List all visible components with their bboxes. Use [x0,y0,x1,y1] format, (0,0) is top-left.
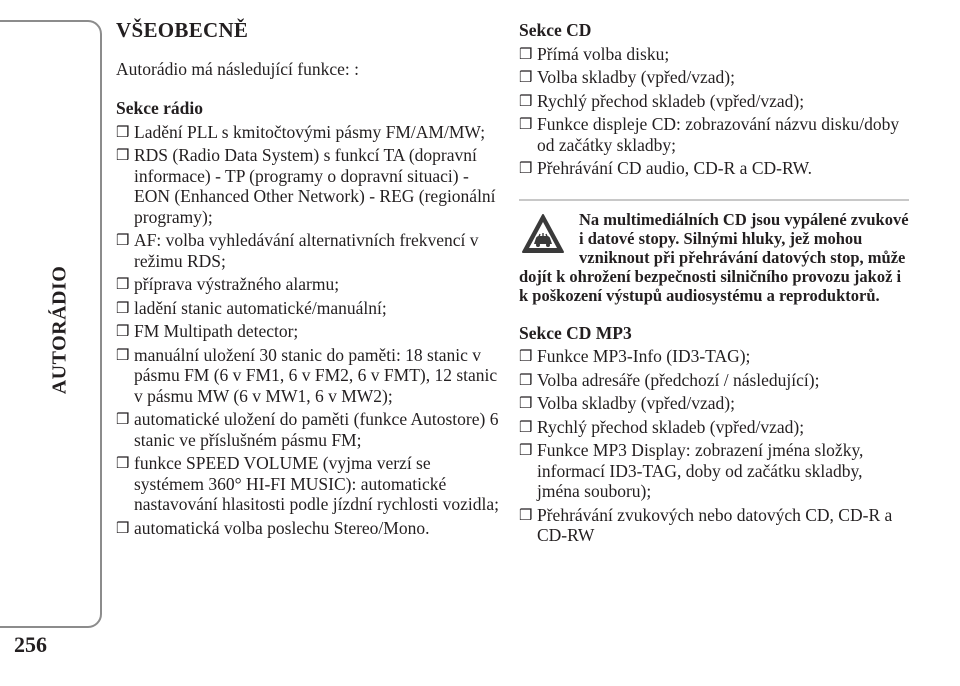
checkbox-bullet-icon: ❒ [116,277,130,293]
list-item [116,409,500,450]
list-item-text: automatické uložení do paměti (funkce Autostore) 6 stanic ve příslušném pásmu FM; [134,409,499,450]
list-item-text: funkce SPEED VOLUME (vyjma verzí se systémem 360° HI-FI MUSIC): automatické nastavování hlasitosti podle jízdní rychlosti vozidla; [134,453,500,514]
list-item-text: Volba adresáře (předchozí / následující); [537,369,820,390]
checkbox-bullet-icon: ❒ [116,233,130,249]
cd-section-heading: Sekce CD [519,20,592,40]
list-item-text: Funkce MP3-Info (ID3-TAG); [537,346,751,366]
list-item-text: Volba skladby (vpřed/vzad); [537,393,735,413]
list-item-text: AF: volba vyhledávání alternativních frekvencí v režimu RDS; [134,230,479,271]
mp3-list [519,346,909,546]
checkbox-bullet-icon: ❒ [116,456,130,472]
checkbox-bullet-icon: ❒ [116,412,130,428]
warning-triangle-car-icon [521,212,565,256]
list-item-text: Přehrávání CD audio, CD-R a CD-RW. [537,158,812,178]
list-item [116,274,500,295]
checkbox-bullet-icon: ❒ [116,347,130,364]
list-item [519,158,909,179]
list-item [519,346,909,367]
checkbox-bullet-icon: ❒ [519,93,533,110]
list-item-text: Rychlý přechod skladeb (vpřed/vzad); [537,416,805,437]
checkbox-bullet-icon: ❒ [519,70,533,86]
checkbox-bullet-icon: ❒ [519,507,533,524]
checkbox-bullet-icon: ❒ [519,117,533,133]
list-item [519,440,909,502]
list-item [116,518,500,539]
list-item-text: příprava výstražného alarmu; [134,274,340,294]
list-item [519,370,909,391]
checkbox-bullet-icon: ❒ [519,396,533,412]
list-item [116,298,500,319]
checkbox-bullet-icon: ❒ [519,161,533,177]
warning-text: Na multimediálních CD jsou vypálené zvukové i datové stopy. Silnými hluky, jež mohou vzniknout při přehrávání datových stop, může dojít k ohrožení bezpečnosti silničního provozu jakož i k poškození výstupů audiosystému a reproduktorů. [519,209,909,305]
list-item [116,453,500,515]
list-item-text: Rychlý přechod skladeb (vpřed/vzad); [537,90,805,111]
list-item [519,505,909,546]
list-item [519,67,909,88]
list-item [519,393,909,414]
checkbox-bullet-icon: ❒ [116,124,130,141]
list-item-text: Funkce MP3 Display: zobrazení jména složky, informací ID3-TAG, doby od začátku skladby, jména souboru); [537,440,864,501]
list-item [519,44,909,65]
checkbox-bullet-icon: ❒ [116,324,130,340]
mp3-section-heading: Sekce CD MP3 [519,322,632,343]
checkbox-bullet-icon: ❒ [116,300,130,317]
list-item-text: Funkce displeje CD: zobrazování názvu disku/doby od začátky skladby; [537,114,900,155]
checkbox-bullet-icon: ❒ [519,46,533,63]
list-item-text: Volba skladby (vpřed/vzad); [537,67,735,87]
list-item [116,122,500,143]
list-item-text: Ladění PLL s kmitočtovými pásmy FM/AM/MW; [134,121,486,142]
checkbox-bullet-icon: ❒ [519,349,533,365]
list-item [519,114,909,155]
list-item [116,230,500,271]
radio-list [116,122,500,539]
left-column [116,20,500,541]
list-item-text: ladění stanic automatické/manuální; [134,297,387,318]
list-item-text: Přímá volba disku; [537,43,670,64]
warning-box [519,199,909,305]
list-item-text: automatická volba poslechu Stereo/Mono. [134,517,430,538]
page-title: VŠEOBECNĚ [116,18,249,42]
checkbox-bullet-icon: ❒ [519,443,533,459]
intro-text: Autorádio má následující funkce: : [116,58,359,79]
list-item-text: Přehrávání zvukových nebo datových CD, CD-R a CD-RW [537,504,893,545]
checkbox-bullet-icon: ❒ [116,520,130,537]
checkbox-bullet-icon: ❒ [519,372,533,389]
radio-section-heading: Sekce rádio [116,98,204,118]
checkbox-bullet-icon: ❒ [116,148,130,164]
list-item [519,91,909,112]
list-item [116,345,500,407]
list-item [116,321,500,342]
checkbox-bullet-icon: ❒ [519,419,533,436]
list-item-text: manuální uložení 30 stanic do paměti: 18 stanic v pásmu FM (6 v FM1, 6 v FM2, 6 v FMT), 12 stanic v pásmu MW (6 v MW1, 6 v MW2); [134,344,498,406]
list-item [519,417,909,438]
list-item [116,145,500,227]
cd-list [519,44,909,179]
list-item-text: RDS (Radio Data System) s funkcí TA (dopravní informace) - TP (programy o dopravní situaci) - EON (Enhanced Other Network) - REG (regionální programy); [134,145,496,227]
right-column [519,20,909,549]
page-number: 256 [14,632,47,657]
chapter-label: AUTORÁDIO [48,265,71,395]
list-item-text: FM Multipath detector; [134,321,299,341]
